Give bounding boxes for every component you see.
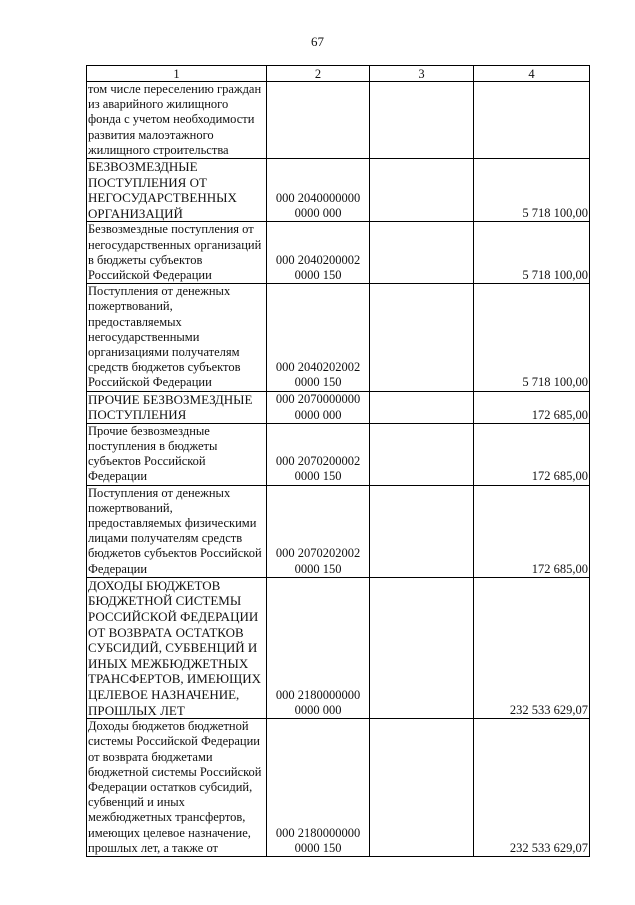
row-code: 000 2040202002 0000 150 xyxy=(267,284,370,391)
table-row xyxy=(87,485,590,577)
row-code: 000 2180000000 0000 000 xyxy=(267,577,370,718)
row-name: Поступления от денежных пожертвований, предоставляемых негосударственными организациями получателям средств бюджетов субъектов Российской Федерации xyxy=(87,284,267,391)
table-row xyxy=(87,82,590,159)
row-name: ДОХОДЫ БЮДЖЕТОВ БЮДЖЕТНОЙ СИСТЕМЫ РОССИЙСКОЙ ФЕДЕРАЦИИ ОТ ВОЗВРАТА ОСТАТКОВ СУБСИДИЙ, СУБВЕНЦИЙ И ИНЫХ МЕЖБЮДЖЕТНЫХ ТРАНСФЕРТОВ, ИМЕЮЩИХ ЦЕЛЕВОЕ НАЗНАЧЕНИЕ, ПРОШЛЫХ ЛЕТ xyxy=(87,577,267,718)
row-col3 xyxy=(370,222,474,284)
row-amount: 172 685,00 xyxy=(474,423,590,485)
row-code: 000 2040200002 0000 150 xyxy=(267,222,370,284)
row-name: том числе переселению граждан из аварийного жилищного фонда с учетом необходимости развития малоэтажного жилищного строительства xyxy=(87,82,267,159)
row-code: 000 2070202002 0000 150 xyxy=(267,485,370,577)
row-amount: 172 685,00 xyxy=(474,485,590,577)
row-code: 000 2040000000 0000 000 xyxy=(267,159,370,222)
row-amount: 5 718 100,00 xyxy=(474,222,590,284)
row-amount: 5 718 100,00 xyxy=(474,159,590,222)
row-name: БЕЗВОЗМЕЗДНЫЕ ПОСТУПЛЕНИЯ ОТ НЕГОСУДАРСТВЕННЫХ ОРГАНИЗАЦИЙ xyxy=(87,159,267,222)
header-col-3: 3 xyxy=(370,66,474,82)
row-col3 xyxy=(370,577,474,718)
row-col3 xyxy=(370,485,474,577)
budget-revenue-table xyxy=(86,65,590,857)
row-amount: 5 718 100,00 xyxy=(474,284,590,391)
table-row xyxy=(87,423,590,485)
row-col3 xyxy=(370,719,474,857)
table-header-row xyxy=(87,66,590,82)
row-col3 xyxy=(370,423,474,485)
header-col-1: 1 xyxy=(87,66,267,82)
header-col-2: 2 xyxy=(267,66,370,82)
row-code: 000 2180000000 0000 150 xyxy=(267,719,370,857)
row-amount: 172 685,00 xyxy=(474,391,590,423)
row-amount: 232 533 629,07 xyxy=(474,577,590,718)
row-name: Доходы бюджетов бюджетной системы Российской Федерации от возврата бюджетами бюджетной системы Российской Федерации остатков субсидий, субвенций и иных межбюджетных трансфертов, имеющих целевое назначение, прошлых лет, а также от xyxy=(87,719,267,857)
table-row xyxy=(87,284,590,391)
table-row xyxy=(87,391,590,423)
table-row xyxy=(87,719,590,857)
row-amount xyxy=(474,82,590,159)
row-col3 xyxy=(370,391,474,423)
header-col-4: 4 xyxy=(474,66,590,82)
row-code: 000 2070000000 0000 000 xyxy=(267,391,370,423)
row-name: Поступления от денежных пожертвований, предоставляемых физическими лицами получателям средств бюджетов субъектов Российской Федерации xyxy=(87,485,267,577)
row-col3 xyxy=(370,159,474,222)
row-name: ПРОЧИЕ БЕЗВОЗМЕЗДНЫЕ ПОСТУПЛЕНИЯ xyxy=(87,391,267,423)
table-row xyxy=(87,577,590,718)
table-row xyxy=(87,222,590,284)
row-amount: 232 533 629,07 xyxy=(474,719,590,857)
row-col3 xyxy=(370,82,474,159)
table-row xyxy=(87,159,590,222)
row-name: Безвозмездные поступления от негосударственных организаций в бюджеты субъектов Российской Федерации xyxy=(87,222,267,284)
row-code xyxy=(267,82,370,159)
row-col3 xyxy=(370,284,474,391)
row-name: Прочие безвозмездные поступления в бюджеты субъектов Российской Федерации xyxy=(87,423,267,485)
page-number: 67 xyxy=(311,34,324,49)
row-code: 000 2070200002 0000 150 xyxy=(267,423,370,485)
